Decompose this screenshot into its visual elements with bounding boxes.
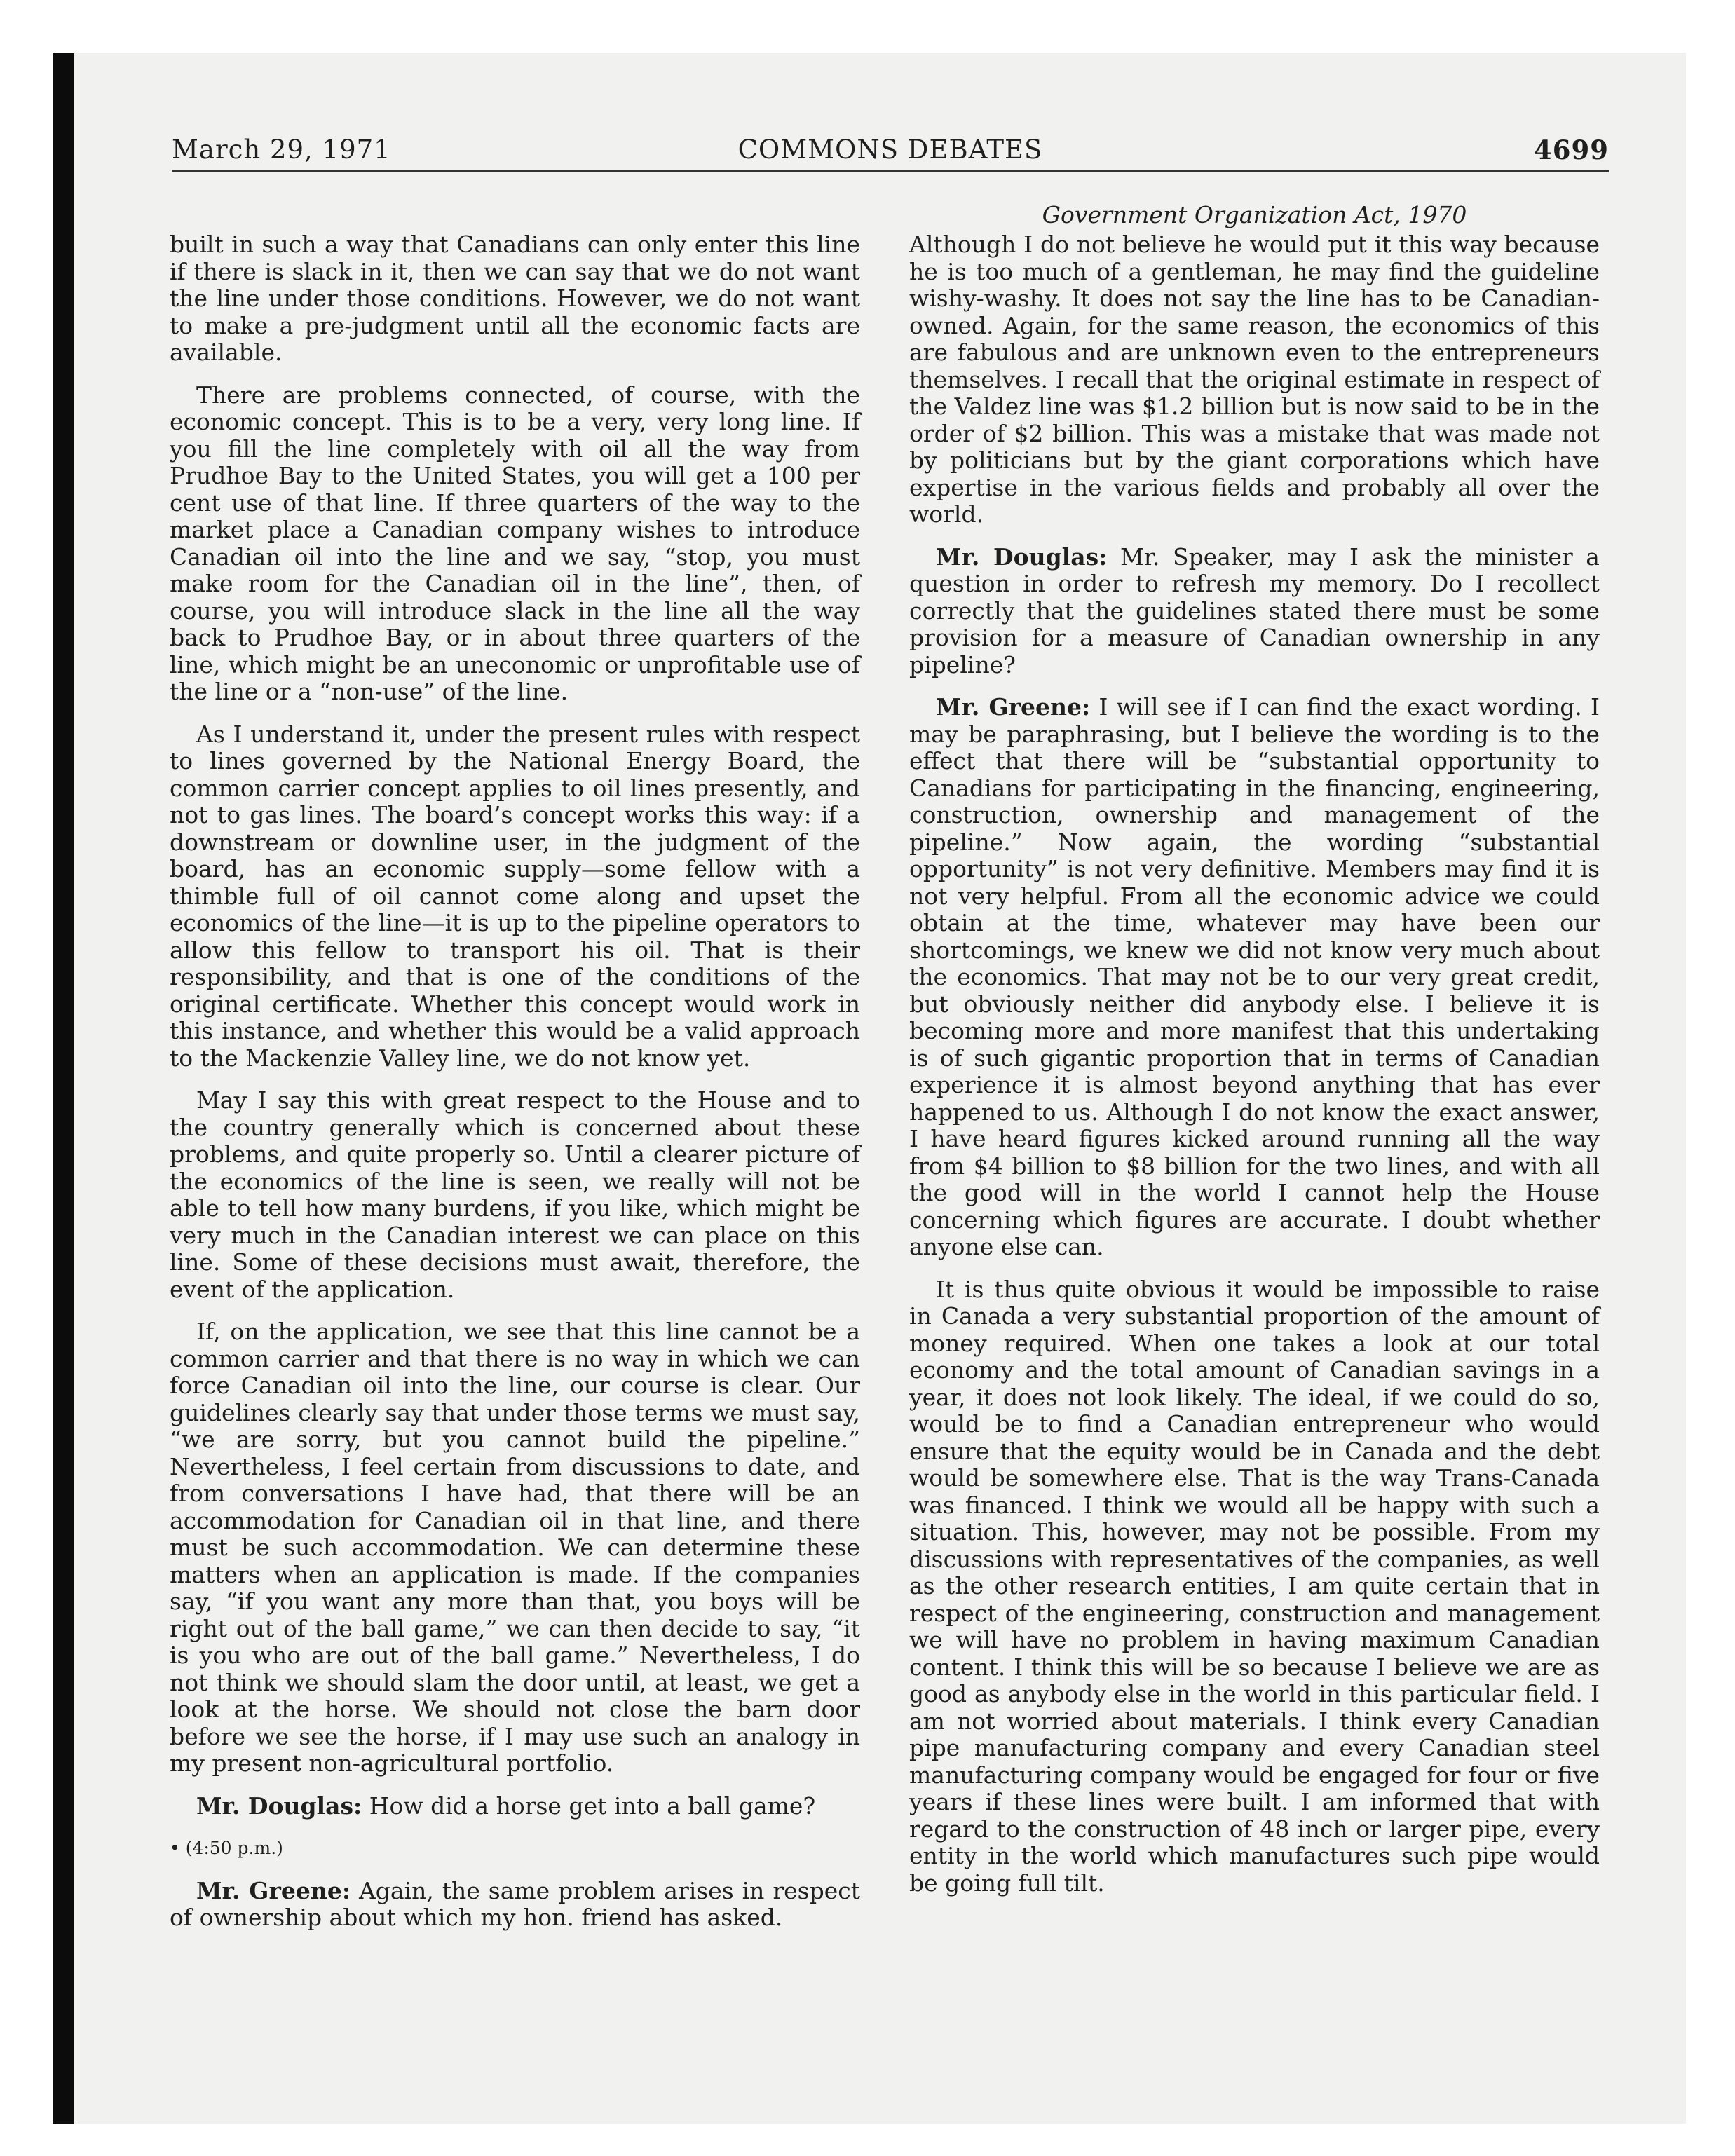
paragraph: May I say this with great respect to the House and to the country generally which is concerned about these problems, and quite properly so. Until a clearer picture of the economics of the line is seen, we really will not be able to tell how many burdens, if you like, which might be very much in the Canadian interest we can place on this line. Some of these decisions must await, therefore, the event of the application. <box>170 1086 860 1303</box>
header-publication: COMMONS DEBATES <box>737 135 1043 165</box>
speech-text: Again, the same problem arises in respect of ownership about which my hon. friend has asked. <box>170 1876 860 1931</box>
speech-douglas <box>909 544 1600 679</box>
speech-greene <box>170 1878 860 1932</box>
speech-text: I will see if I can find the exact wording. I may be paraphrasing, but I believe the wording is to the effect that there will be “substantial opportunity to Canadians for participating in the financing, engineering, construction, ownership and management of the pipeline.” Now again, the wording “substantial opportunity” is not very definitive. Members may find it is not very helpful. From all the economic advice we could obtain at the time, whatever may have been our shortcomings, we knew we did not know very much about the economics. That may not be to our very great credit, but obviously neither did anybody else. I believe it is becoming more and more manifest that this undertaking is of such gigantic proportion that in terms of Canadian experience it is almost beyond anything that has ever happened to us. Although I do not know the exact answer, I have heard figures kicked around running all the way from $4 billion to $8 billion for the two lines, and with all the good will in the world I cannot help the House concerning which figures are accurate. I doubt whether anyone else can. <box>909 693 1600 1260</box>
speaker-name: Mr. Greene: <box>936 693 1091 721</box>
time-marker: • (4:50 p.m.) <box>170 1838 283 1858</box>
page-header <box>172 135 1609 170</box>
paragraph: As I understand it, under the present rules with respect to lines governed by the National Energy Board, the common carrier concept applies to oil lines presently, and not to gas lines. The board’s concept works this way: if a downstream or downline user, in the judgment of the board, has an economic supply—some fellow with a thimble full of oil cannot come along and upset the economics of the line—it is up to the pipeline operators to allow this fellow to transport his oil. That is their responsibility, and that is one of the conditions of the original certificate. Whether this concept would work in this instance, and whether this would be a valid approach to the Mackenzie Valley line, we do not know yet. <box>170 720 860 1072</box>
speaker-name: Mr. Douglas: <box>196 1792 362 1820</box>
speech-text: How did a horse get into a ball game? <box>369 1792 816 1820</box>
speaker-name: Mr. Greene: <box>196 1876 351 1904</box>
running-title: Government Organization Act, 1970 <box>1042 201 1467 228</box>
speech-text: Mr. Speaker, may I ask the minister a question in order to refresh my memory. Do I recollect correctly that the guidelines stated there must be some provision for a measure of Canadian ownership in any pipeline? <box>909 543 1600 678</box>
left-column <box>170 231 860 1947</box>
paragraph: It is thus quite obvious it would be impossible to raise in Canada a very substantial proportion of the amount of money required. When one takes a look at our total economy and the total amount of Canadian savings in a year, it does not look likely. The ideal, if we could do so, would be to find a Canadian entrepreneur who would ensure that the equity would be in Canada and the debt would be somewhere else. That is the way Trans-Canada was financed. I think we would all be happy with such a situation. This, however, may not be possible. From my discussions with representatives of the companies, as well as the other research entities, I am quite certain that in respect of the engineering, construction and management we will have no problem in having maximum Canadian content. I think this will be so because I believe we are as good as anybody else in the world in this particular field. I am not worried about materials. I think every Canadian pipe manufacturing company and every Canadian steel manufacturing company would be engaged for four or five years if these lines were built. I am informed that with regard to the construction of 48 inch or larger pipe, every entity in the world which manufactures such pipe would be going full tilt. <box>909 1275 1600 1897</box>
speech-greene <box>909 694 1600 1261</box>
paragraph: There are problems connected, of course, with the economic concept. This is to be a very, very long line. If you fill the line completely with oil all the way from Prudhoe Bay to the United States, you will get a 100 per cent use of that line. If three quarters of the way to the market place a Canadian company wishes to introduce Canadian oil into the line and we say, “stop, you must make room for the Canadian oil in the line”, then, of course, you will introduce slack in the line all the way back to Prudhoe Bay, or in about three quarters of the line, which might be an uneconomic or unprofitable use of the line or a “non-use” of the line. <box>170 381 860 705</box>
paragraph: built in such a way that Canadians can only enter this line if there is slack in it, then we can say that we do not want the line under those conditions. However, we do not want to make a pre-judgment until all the economic facts are available. <box>170 231 860 366</box>
speech-douglas <box>170 1793 860 1820</box>
binding-edge <box>53 53 74 2124</box>
paragraph: Although I do not believe he would put it this way because he is too much of a gentleman, he may find the guideline wishy-washy. It does not say the line has to be Canadian-owned. Again, for the same reason, the economics of this are fabulous and are unknown even to the entrepreneurs themselves. I recall that the original estimate in respect of the Valdez line was $1.2 billion but is now said to be in the order of $2 billion. This was a mistake that was made not by politicians but by the giant corporations which have expertise in the various fields and probably all over the world. <box>909 231 1600 528</box>
header-page-number: 4699 <box>1534 135 1609 165</box>
right-column <box>909 231 1600 1912</box>
paragraph: If, on the application, we see that this line cannot be a common carrier and that there is no way in which we can force Canadian oil into the line, our course is clear. Our guidelines clearly say that under those terms we must say, “we are sorry, but you cannot build the pipeline.” Nevertheless, I feel certain from discussions to date, and from conversations I have had, that there will be an accommodation for Canadian oil in that line, and there must be such accommodation. We can determine these matters when an application is made. If the companies say, “if you want any more than that, you boys will be right out of the ball game,” we can then decide to say, “it is you who are out of the ball game.” Nevertheless, I do not think we should slam the door until, at least, we get a look at the horse. We should not close the barn door before we see the horse, if I may use such an analogy in my present non-agricultural portfolio. <box>170 1318 860 1777</box>
header-rule <box>172 170 1609 172</box>
speaker-name: Mr. Douglas: <box>936 543 1108 571</box>
header-date: March 29, 1971 <box>172 135 391 165</box>
